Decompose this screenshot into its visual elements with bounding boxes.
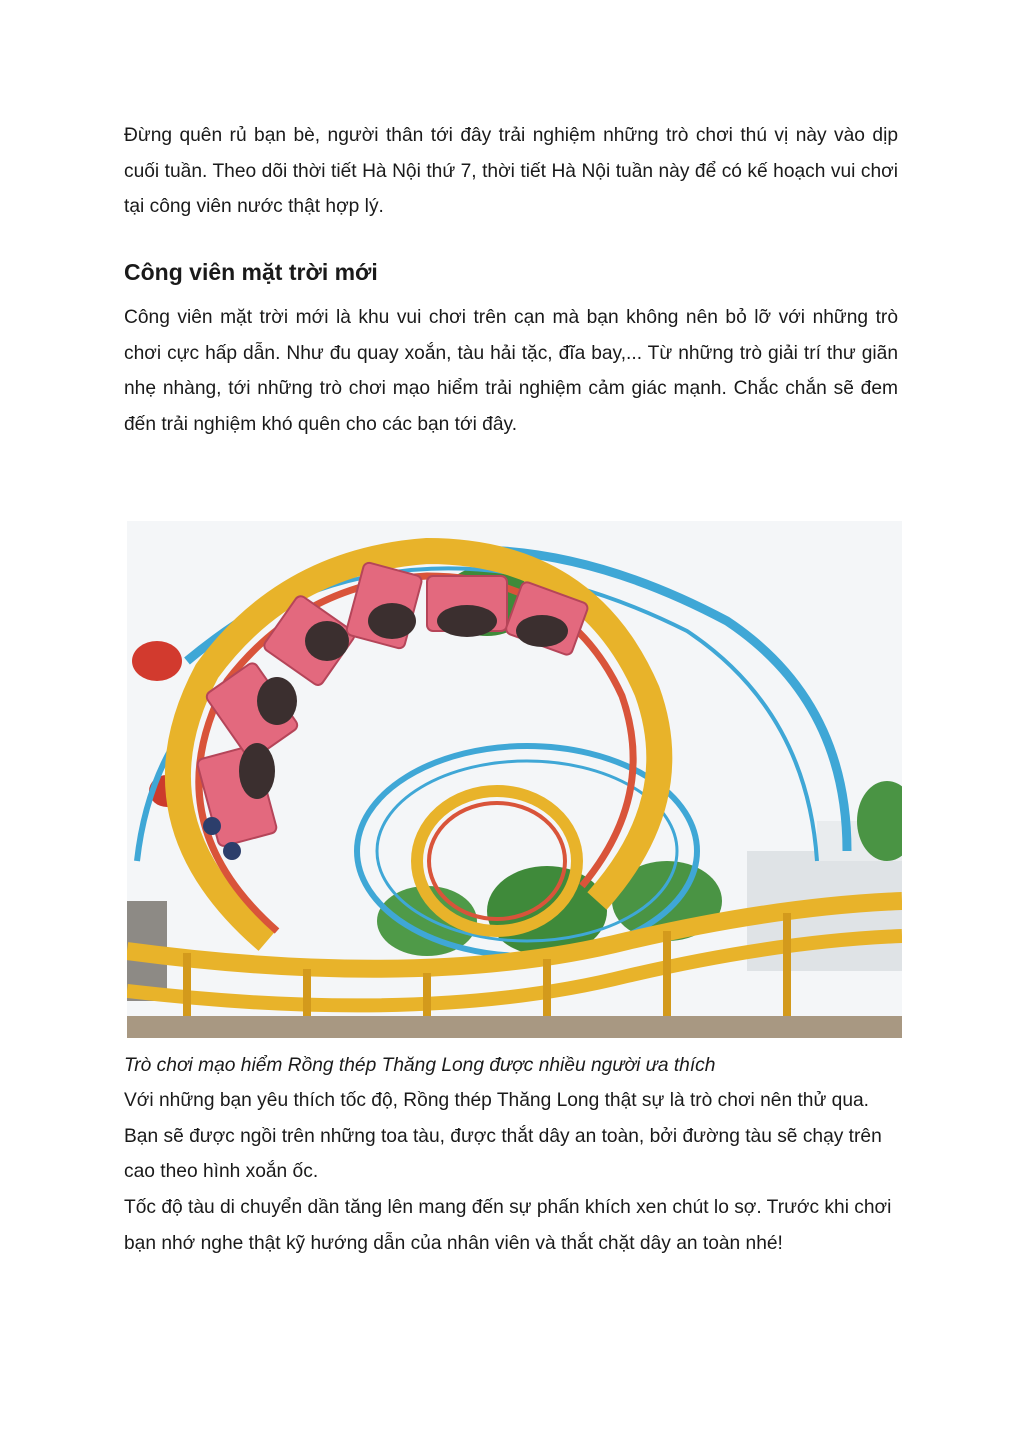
- intro-paragraph: Đừng quên rủ bạn bè, người thân tới đây trải nghiệm những trò chơi thú vị này vào dịp cuối tuần. Theo dõi thời tiết Hà Nội thứ 7, thời tiết Hà Nội tuần này để có kế hoạch vui chơi tại công viên nước thật hợp lý.: [124, 125, 898, 217]
- roller-coaster-photo: [127, 521, 902, 1038]
- body-paragraph-1: Với những bạn yêu thích tốc độ, Rồng thép Thăng Long thật sự là trò chơi nên thử qua. Bạn sẽ được ngồi trên những toa tàu, được thắt dây an toàn, bởi đường tàu sẽ chạy trên cao theo hình xoắn ốc.: [124, 1090, 882, 1182]
- section-description: Công viên mặt trời mới là khu vui chơi trên cạn mà bạn không nên bỏ lỡ với những trò chơi cực hấp dẫn. Như đu quay xoắn, tàu hải tặc, đĩa bay,... Từ những trò giải trí thư giãn nhẹ nhàng, tới những trò chơi mạo hiểm trải nghiệm cảm giác mạnh. Chắc chắn sẽ đem đến trải nghiệm khó quên cho các bạn tới đây.: [124, 307, 898, 435]
- body-paragraph-2: Tốc độ tàu di chuyển dần tăng lên mang đến sự phấn khích xen chút lo sợ. Trước khi chơi bạn nhớ nghe thật kỹ hướng dẫn của nhân viên và thắt chặt dây an toàn nhé!: [124, 1197, 892, 1254]
- section-heading: Công viên mặt trời mới: [124, 259, 378, 285]
- figure-caption: Trò chơi mạo hiểm Rồng thép Thăng Long được nhiều người ưa thích: [124, 1055, 716, 1076]
